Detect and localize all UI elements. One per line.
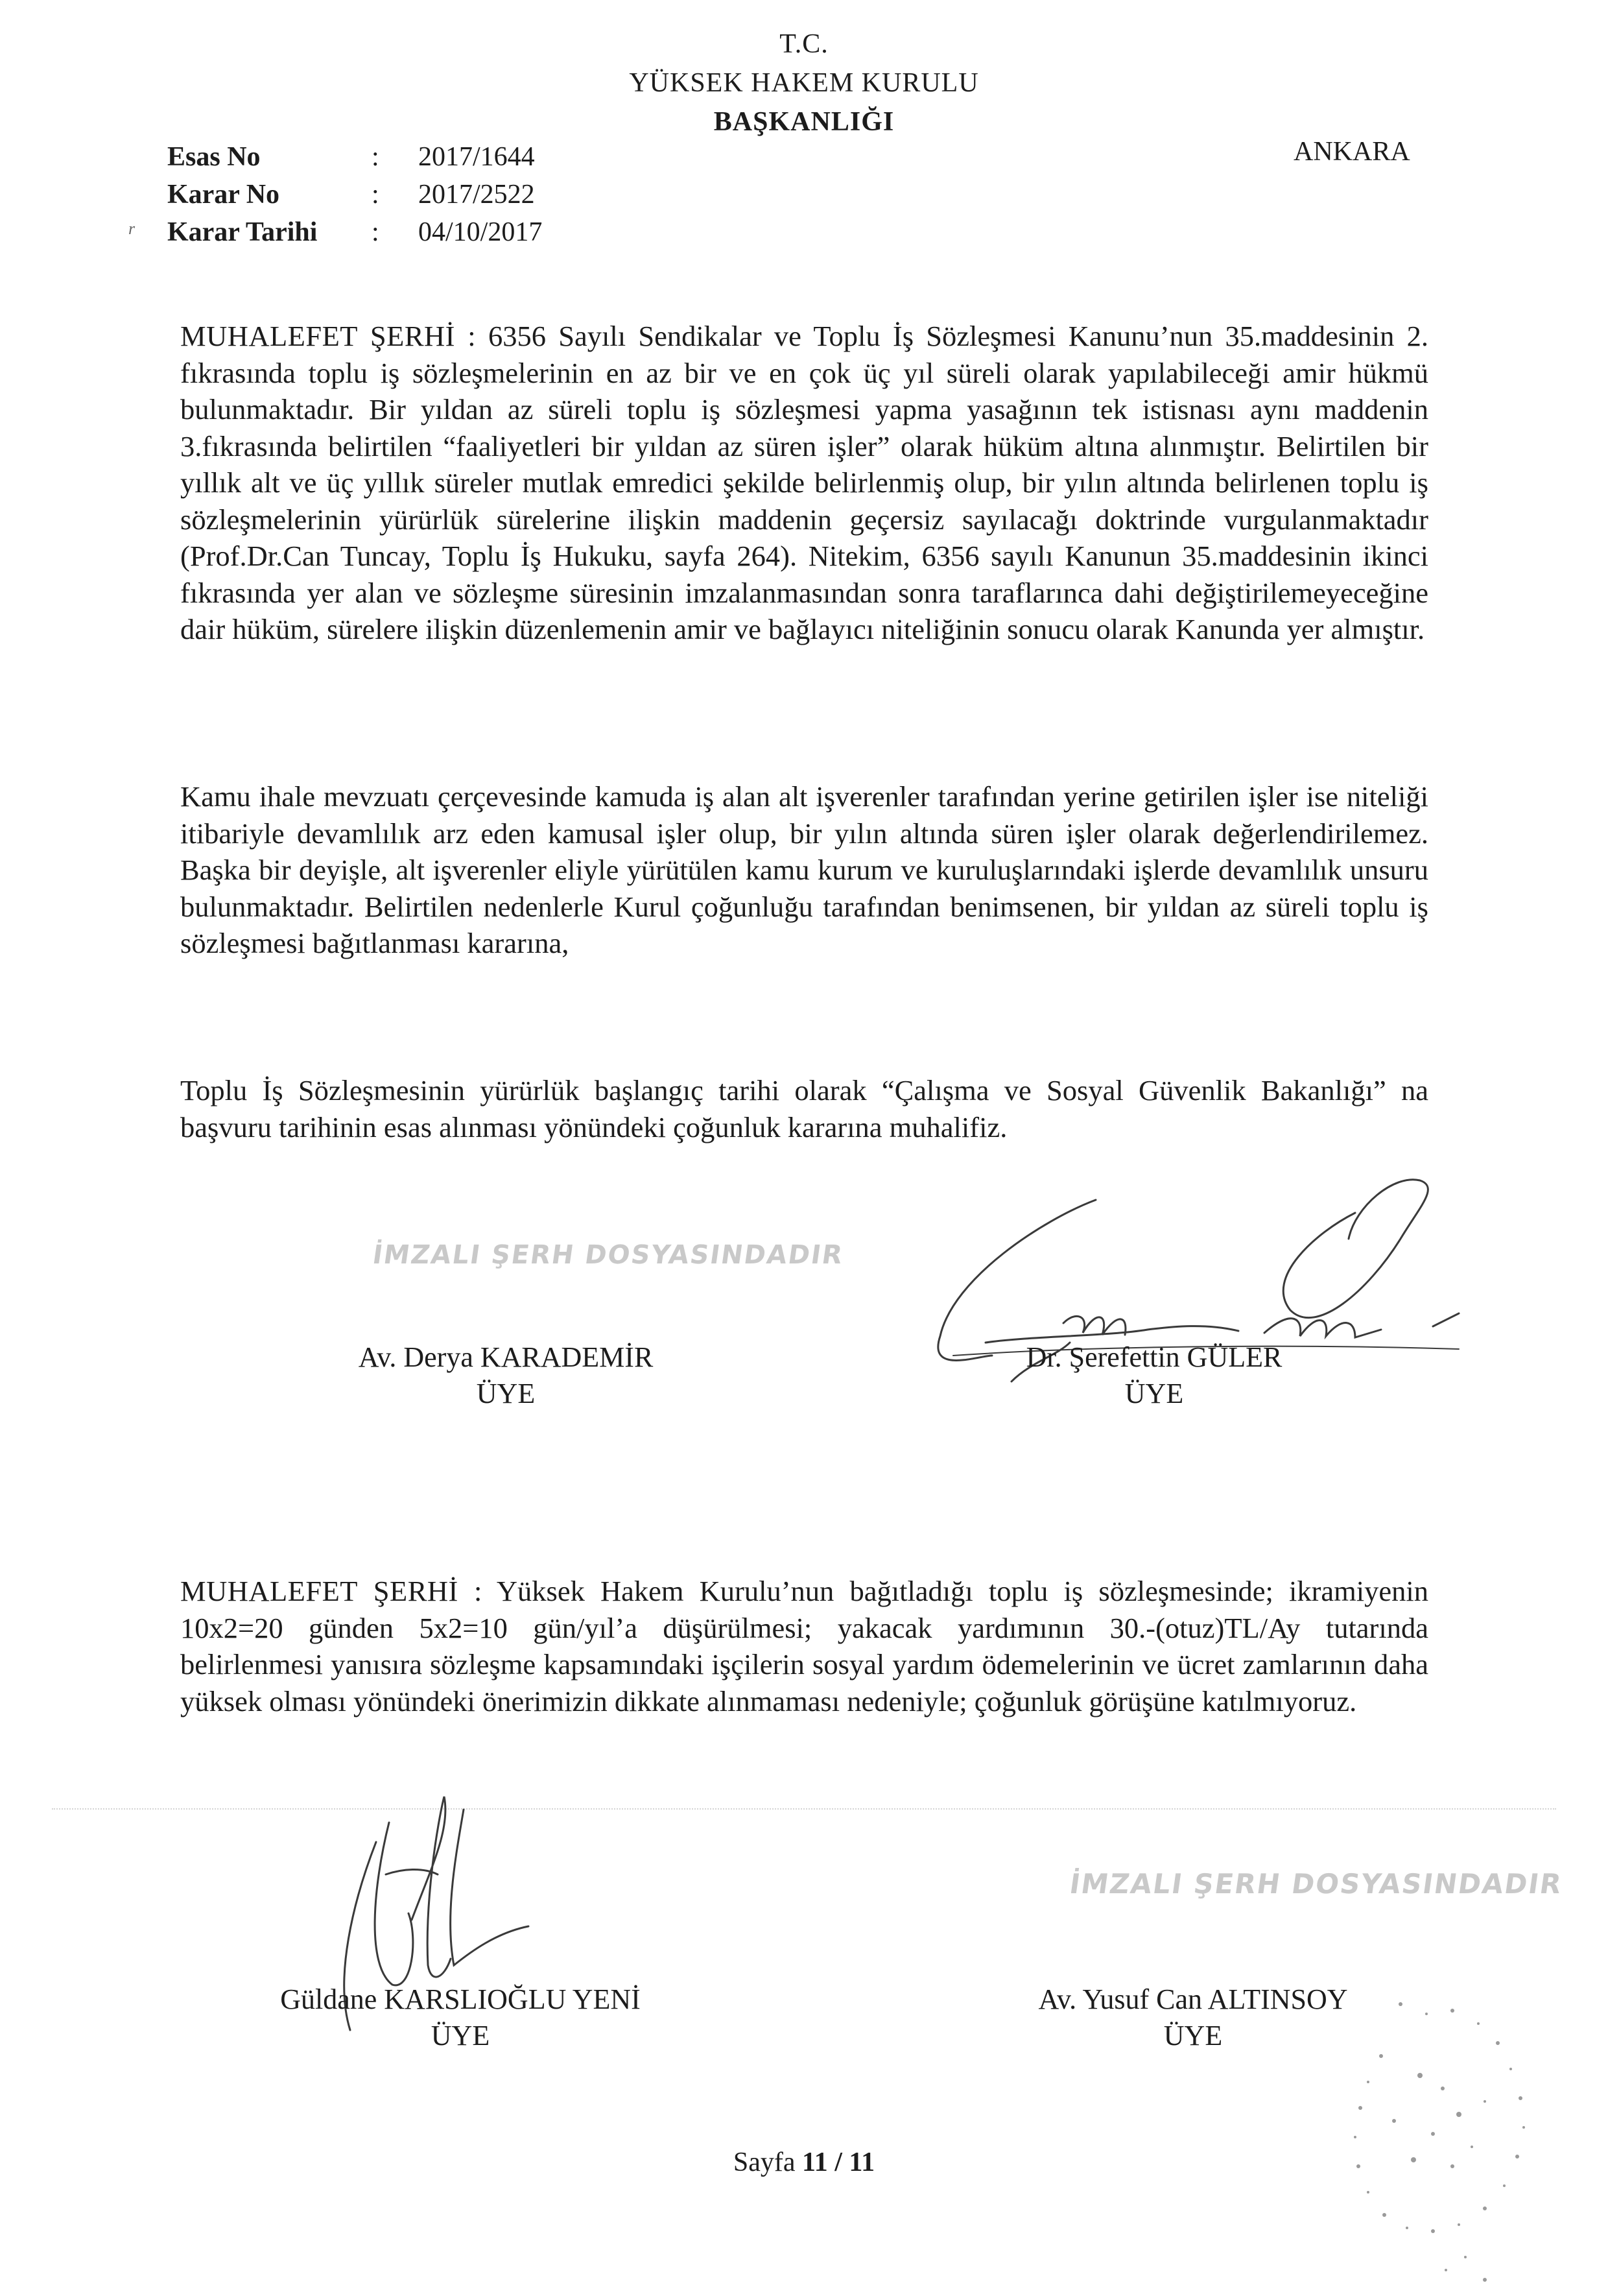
divider-line [52, 1808, 1556, 1810]
dissent-label-2: MUHALEFET ŞERHİ [180, 1575, 458, 1607]
meta-esas-no [167, 141, 535, 173]
meta-key: Karar Tarihi [167, 217, 318, 247]
signatory-name: Dr. Şerefettin GÜLER [1026, 1341, 1283, 1373]
meta-karar-tarihi [167, 217, 542, 248]
meta-value: 04/10/2017 [418, 217, 543, 247]
signatory-role: ÜYE [476, 1378, 536, 1409]
dissent-paragraph-1 [180, 318, 1428, 648]
faded-seal-residue [1329, 1985, 1550, 2296]
signatory-role: ÜYE [1124, 1378, 1184, 1409]
signatory-role: ÜYE [1163, 2020, 1223, 2051]
dissent-paragraph-2: Kamu ihale mevzuatı çerçevesinde kamuda iş alan alt işverenler tarafından yerine getirilen işler ise niteliği itibariyle devamlılık arz eden kamusal işler olup, bir yılın altında süren işler olarak değerlendirilemez. Başka bir deyişle, alt işverenler eliyle yürütülen kamu kurum ve kuruluşlarındaki işlerde devamlılık unsuru bulunmaktadır. Belirtilen nedenlerle Kurul çoğunluğu tarafından benimsenen, bir yıldan az süreli toplu iş sözleşmesi bağıtlanması kararına, [180, 780, 1428, 959]
dissent-paragraph-4 [180, 1573, 1428, 1719]
header-city: ANKARA [1294, 137, 1410, 167]
page-total: 11 [849, 2147, 875, 2177]
dissent-text-1: 6356 Sayılı Sendikalar ve Toplu İş Sözleşmesi Kanunu’nun 35.maddesinin 2. fıkrasında toplu iş sözleşmelerinin en az bir ve en çok üç yıl süreli olarak yapılabileceği amir hükmü bulunmaktadır. Bir yıldan az süreli toplu iş sözleşmesi yapma yasağının tek istisnası aynı maddenin 3.fıkrasında belirtilen “faaliyetleri bir yıldan az süren işler” olarak hüküm altına alınmıştır. Belirtilen bir yıllık alt ve üç yıllık süreler mutlak emredici şekilde belirlenmiş olup, bir yılın altında belirlenen toplu iş sözleşmelerinin yürürlük sürelerine ilişkin maddenin geçersiz sayılacağı doktrinde vurgulanmaktadır (Prof.Dr.Can Tuncay, Toplu İş Hukuku, sayfa 264). Nitekim, 6356 sayılı Kanunun 35.maddesinin ikinci fıkrasında yer alan ve sözleşme süresinin imzalanmasından sonra taraflarınca dahi değiştirilemeyeceğine dair hüküm, sürelere ilişkin düzenlemenin amir ve bağlayıcı niteliğinin sonucu olarak Kanunda yer almıştır. [180, 320, 1428, 645]
signed-dissent-stamp-2: İMZALI ŞERH DOSYASINDADIR [1067, 1868, 1565, 1900]
meta-value: 2017/2522 [418, 180, 535, 209]
meta-key: Karar No [167, 180, 280, 209]
meta-key: Esas No [167, 142, 261, 172]
margin-mark: r [128, 219, 136, 238]
page-prefix: Sayfa [733, 2147, 796, 2177]
meta-value: 2017/1644 [418, 142, 535, 172]
meta-colon: : [372, 217, 379, 247]
signatory-role: ÜYE [431, 2020, 490, 2051]
dissent-colon-1: : [455, 320, 488, 352]
dissent-label-1: MUHALEFET ŞERHİ [180, 320, 456, 352]
signature-block-karslioglu [214, 1981, 707, 2054]
page-current: 11 [802, 2147, 828, 2177]
signature-block-guler [960, 1339, 1349, 1412]
signature-block-karademir [311, 1339, 700, 1412]
page-separator: / [834, 2147, 842, 2177]
signed-dissent-stamp-1: İMZALI ŞERH DOSYASINDADIR [370, 1240, 845, 1270]
dissent-text-2: Yüksek Hakem Kurulu’nun bağıtladığı toplu iş sözleşmesinde; ikramiyenin 10x2=20 günden 5x2=10 gün/yıl’a düşürülmesi; yakacak yardımının 30.-(otuz)TL/Ay tutarında belirlenmesi yanısıra sözleşme kapsamındaki işçilerin sosyal yardım ödemelerinin ve ücret zamlarının daha yüksek olması yönündeki önerimizin dikkate alınmaması nedeniyle; çoğunluk görüşüne katılmıyoruz. [180, 1575, 1428, 1717]
meta-colon: : [372, 180, 379, 209]
dissent-colon-2: : [458, 1575, 497, 1607]
signatory-name: Av. Yusuf Can ALTINSOY [1038, 1983, 1348, 2015]
page-number [0, 2147, 1608, 2178]
header-unit: BAŞKANLIĞI [713, 107, 895, 137]
signatory-name: Güldane KARSLIOĞLU YENİ [280, 1983, 641, 2015]
header-institution: YÜKSEK HAKEM KURULU [629, 68, 979, 98]
signatory-name: Av. Derya KARADEMİR [358, 1341, 654, 1373]
meta-karar-no [167, 179, 535, 210]
meta-colon: : [372, 142, 379, 172]
dissent-paragraph-3: Toplu İş Sözleşmesinin yürürlük başlangıç tarihi olarak “Çalışma ve Sosyal Güvenlik Bakanlığı” na başvuru tarihinin esas alınması yönündeki çoğunluk kararına muhalifiz. [180, 1074, 1428, 1143]
header-tc: T.C. [779, 29, 829, 59]
